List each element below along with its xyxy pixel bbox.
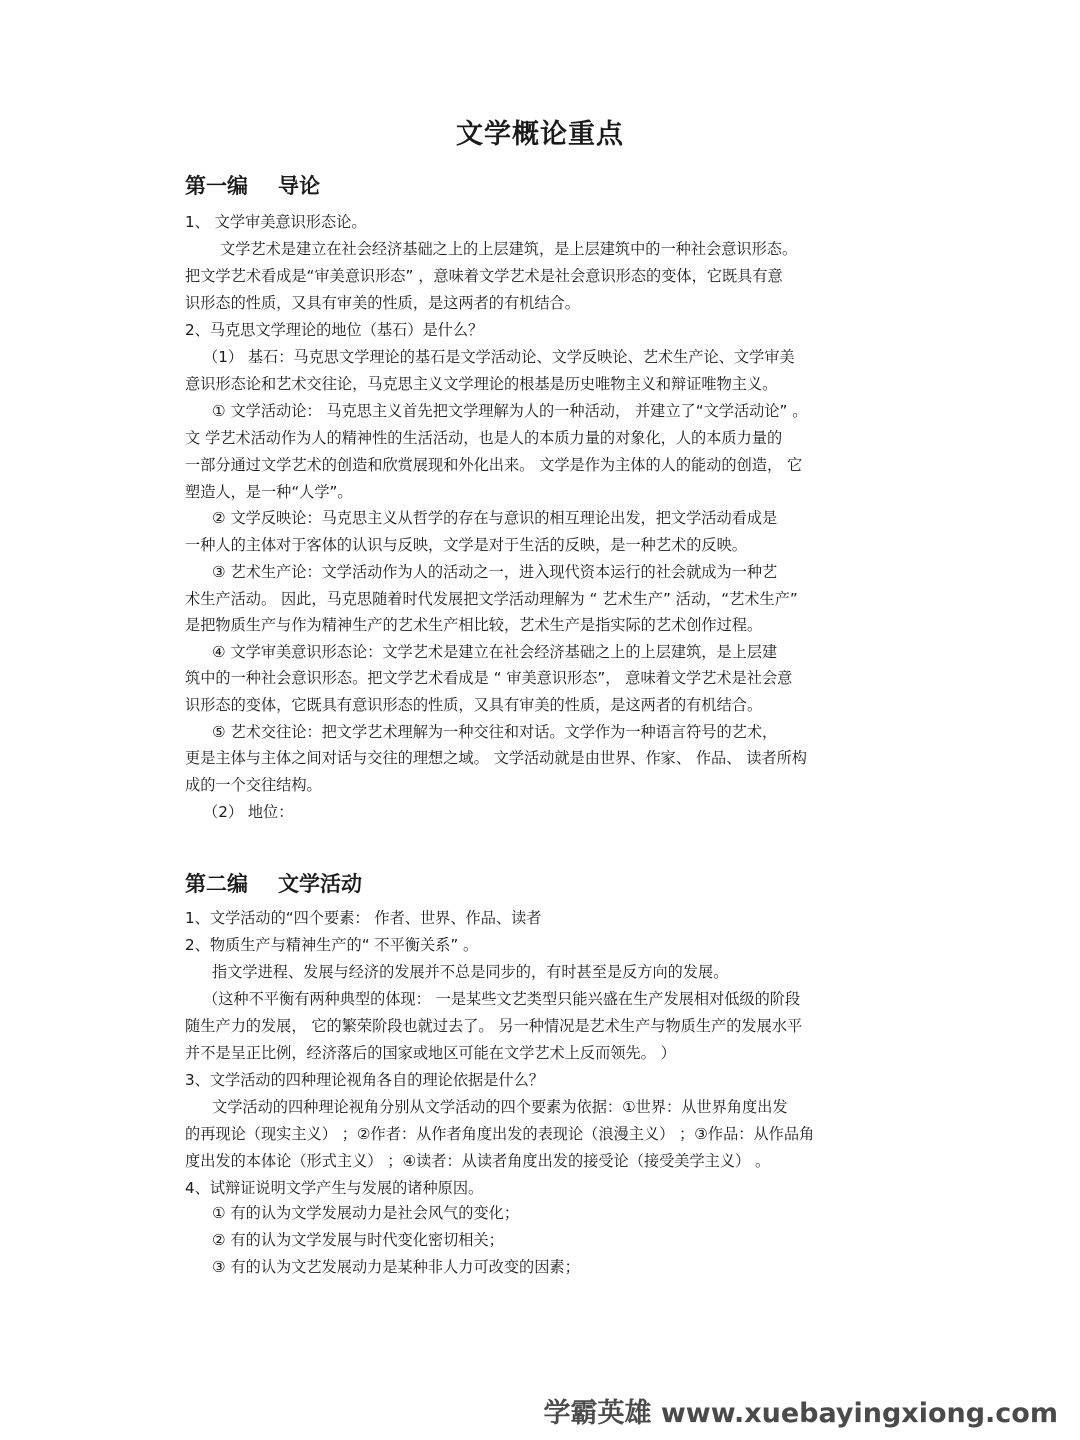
- watermark-text: 学霸英雄 www.xuebayingxiong.com: [543, 1398, 1058, 1429]
- text-line: ③ 有的认为文艺发展动力是某种非人力可改变的因素；: [212, 1258, 580, 1276]
- text-line: ③ 艺术生产论：文学活动作为人的活动之一，进入现代资本运行的社会就成为一种艺: [212, 563, 778, 581]
- section-heading-part1: [185, 170, 320, 200]
- text-line: （1） 基石：马克思文学理论的基石是文学活动论、文学反映论、艺术生产论、文学审美: [203, 348, 795, 366]
- text-line: 1、文学活动的“四个要素： 作者、世界、作品、读者: [185, 909, 542, 927]
- text-line: ① 有的认为文学发展动力是社会风气的变化；: [212, 1204, 520, 1222]
- text-line: 塑造人，是一种“人学”。: [185, 483, 353, 501]
- text-line: 是把物质生产与作为精神生产的艺术生产相比较，艺术生产是指实际的艺术创作过程。: [185, 616, 763, 634]
- text-line: （这种不平衡有两种典型的体现： 一是某些文艺类型只能兴盛在生产发展相对低级的阶段: [203, 990, 801, 1008]
- text-line: 文学活动的四种理论视角分别从文学活动的四个要素为依据：①世界：从世界角度出发: [212, 1098, 788, 1116]
- section-heading-title: 导论: [278, 174, 320, 198]
- text-line: 术生产活动。 因此，马克思随着时代发展把文学活动理解为 “ 艺术生产” 活动，“艺术生产”: [185, 590, 798, 608]
- section-heading-part2: [185, 868, 362, 898]
- text-line: ② 有的认为文学发展与时代变化密切相关；: [212, 1231, 504, 1249]
- text-line: 把文学艺术看成是“审美意识形态” ，意味着文学艺术是社会意识形态的变体，它既具有意: [185, 267, 783, 285]
- text-line: 3、文学活动的四种理论视角各自的理论依据是什么？: [185, 1071, 544, 1089]
- text-line: 识形态的性质，又具有审美的性质，是这两者的有机结合。: [185, 294, 580, 312]
- text-line: 筑中的一种社会意识形态。把文学艺术看成是 “ 审美意识形态”， 意味着文学艺术是社会意: [185, 669, 793, 687]
- text-line: 度出发的本体论（形式主义） ；④读者：从读者角度出发的接受论（接受美学主义） 。: [185, 1152, 771, 1170]
- text-line: 4、试辩证说明文学产生与发展的诸种原因。: [185, 1179, 484, 1197]
- text-line: 一部分通过文学艺术的创造和欣赏展现和外化出来。 文学是作为主体的人的能动的创造， 它: [185, 456, 803, 474]
- text-line: 文 学艺术活动作为人的精神性的生活活动，也是人的本质力量的对象化，人的本质力量的: [185, 429, 783, 447]
- text-line: 意识形态论和艺术交往论，马克思主义文学理论的根基是历史唯物主义和辩证唯物主义。: [185, 375, 778, 393]
- text-line: 并不是呈正比例，经济落后的国家或地区可能在文学艺术上反而领先。 ）: [185, 1044, 676, 1062]
- section-heading-label: 第二编: [185, 872, 248, 896]
- text-line: 指文学进程、发展与经济的发展并不总是同步的，有时甚至是反方向的发展。: [212, 963, 729, 981]
- text-line: ⑤ 艺术交往论：把文学艺术理解为一种交往和对话。文学作为一种语言符号的艺术，: [212, 723, 778, 741]
- text-line: 随生产力的发展， 它的繁荣阶段也就过去了。 另一种情况是艺术生产与物质生产的发展水平: [185, 1017, 803, 1035]
- text-line: 更是主体与主体之间对话与交往的理想之域。 文学活动就是由世界、作家、 作品、 读者所构: [185, 749, 807, 767]
- text-line: （2） 地位：: [203, 803, 294, 821]
- text-line: 识形态的变体，它既具有意识形态的性质，又具有审美的性质，是这两者的有机结合。: [185, 696, 763, 714]
- text-line: 2、物质生产与精神生产的“ 不平衡关系” 。: [185, 936, 479, 954]
- text-line: 1、 文学审美意识形态论。: [185, 213, 367, 231]
- text-line: ④ 文学审美意识形态论：文学艺术是建立在社会经济基础之上的上层建筑，是上层建: [212, 643, 778, 661]
- text-line: 一种人的主体对于客体的认识与反映，文学是对于生活的反映，是一种艺术的反映。: [185, 536, 747, 554]
- text-line: 2、马克思文学理论的地位（基石）是什么？: [185, 321, 484, 339]
- text-line: ① 文学活动论： 马克思主义首先把文学理解为人的一种活动， 并建立了“文学活动论” 。: [212, 402, 808, 420]
- section-heading-label: 第一编: [185, 174, 248, 198]
- text-line: ② 文学反映论：马克思主义从哲学的存在与意识的相互理论出发，把文学活动看成是: [212, 509, 778, 527]
- text-line: 成的一个交往结构。: [185, 776, 322, 794]
- text-line: 的再现论（现实主义） ；②作者：从作者角度出发的表现论（浪漫主义） ；③作品：从作品角: [185, 1125, 815, 1143]
- document-title: 文学概论重点: [456, 119, 624, 150]
- text-line: 文学艺术是建立在社会经济基础之上的上层建筑，是上层建筑中的一种社会意识形态。: [220, 240, 798, 258]
- section-heading-title: 文学活动: [278, 872, 362, 896]
